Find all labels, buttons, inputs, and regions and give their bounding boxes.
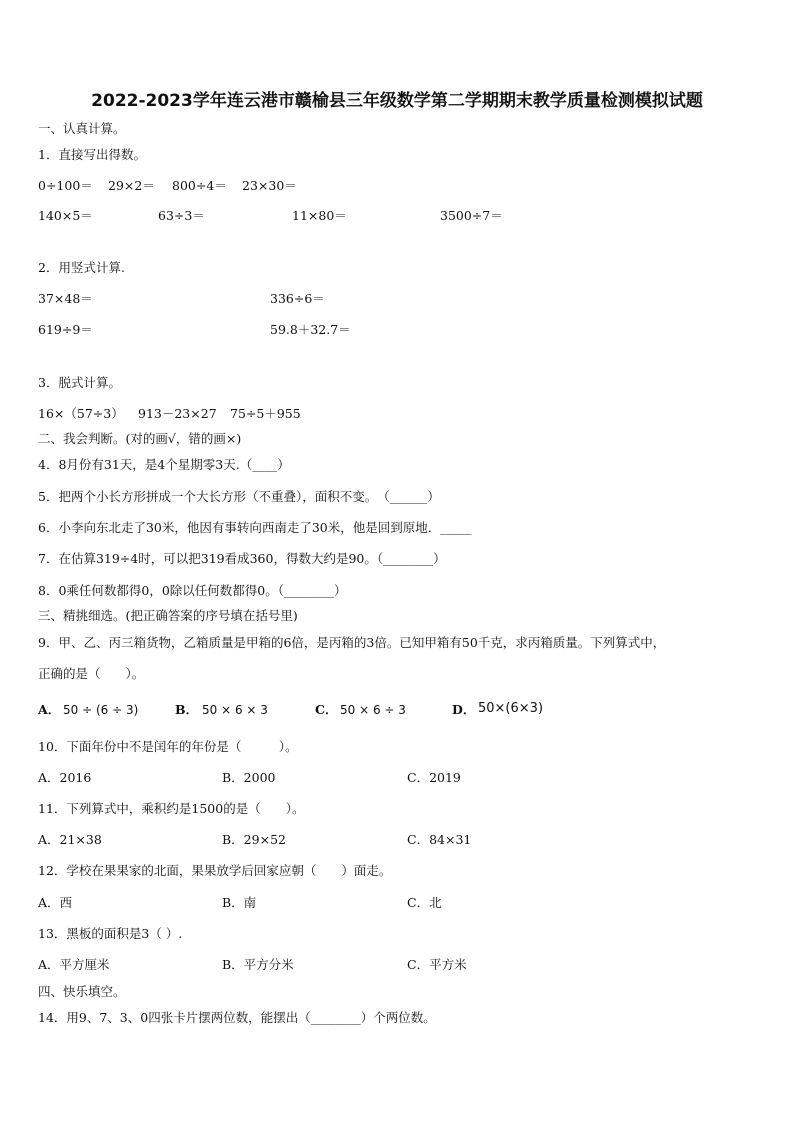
q9-option-letter: D． [452,702,476,717]
q12-option: A．西 [38,895,73,910]
q10-option: A．2016 [38,770,92,785]
q3-item: 16×（57÷3） [38,406,124,421]
q2-item: 619÷9＝ [38,322,93,337]
q8-text: 8．0乘任何数都得0，0除以任何数都得0。（________） [38,583,347,598]
q11-option: B．29×52 [222,832,286,847]
q1-item: 800÷4＝ [172,178,227,193]
q2-item: 37×48＝ [38,291,93,306]
q1-item: 140×5＝ [38,208,93,223]
q3-item: 75÷5＋955 [230,406,301,421]
q9-text-line2: 正确的是（ ）。 [38,666,145,681]
q9-option-letter: C． [315,702,338,717]
q1-item: 23×30＝ [242,178,297,193]
section-heading-4: 四、快乐填空。 [38,984,126,999]
q13-option: A．平方厘米 [38,957,110,972]
q1-item: 3500÷7＝ [440,208,503,223]
q2-item: 59.8＋32.7＝ [270,322,351,337]
q2-prompt: 2．用竖式计算. [38,260,125,275]
q7-text: 7．在估算319÷4时，可以把319看成360，得数大约是90。（________） [38,551,446,566]
q9-option-letter: B． [175,702,199,717]
section-heading-3: 三、精挑细选。(把正确答案的序号填在括号里) [38,608,298,623]
q9-option-expression: 50 ÷ (6 ÷ 3) [63,703,139,717]
q9-option-expression: 50 × 6 × 3 [202,703,268,717]
q3-prompt: 3．脱式计算。 [38,375,121,390]
q13-option: B．平方分米 [222,957,294,972]
q9-option-expression: 50 × 6 ÷ 3 [340,703,406,717]
q2-item: 336÷6＝ [270,291,325,306]
q1-item: 29×2＝ [108,178,155,193]
q5-text: 5．把两个小长方形拼成一个大长方形（不重叠），面积不变。 （______） [38,489,440,504]
q11-option: C．84×31 [407,832,472,847]
q14-text: 14．用9、7、3、0四张卡片摆两位数，能摆出（________）个两位数。 [38,1010,436,1025]
q9-option-expression: 50×(6×3) [478,701,544,716]
q9-option-letter: A． [38,702,61,717]
q4-text: 4．8月份有31天，是4个星期零3天.（____） [38,457,290,472]
section-heading-1: 一、认真计算。 [38,121,126,136]
q6-text: 6．小李向东北走了30米，他因有事转向西南走了30米，他是回到原地．_____ [38,520,472,535]
q1-item: 63÷3＝ [158,208,205,223]
q1-prompt: 1．直接写出得数。 [38,147,146,162]
q10-prompt: 10．下面年份中不是闰年的年份是（ ）。 [38,739,298,754]
q1-item: 11×80＝ [292,208,347,223]
q12-prompt: 12．学校在果果家的北面，果果放学后回家应朝（ ）面走。 [38,863,392,878]
q3-item: 913－23×27 [138,406,217,421]
q12-option: C．北 [407,895,442,910]
q1-item: 0÷100＝ [38,178,93,193]
page-title: 2022-2023学年连云港市赣榆县三年级数学第二学期期末教学质量检测模拟试题 [91,91,703,111]
q11-option: A．21×38 [38,832,102,847]
q9-text-line1: 9．甲、乙、丙三箱货物，乙箱质量是甲箱的6倍，是丙箱的3倍。已知甲箱有50千克，求丙箱质量。下列算式中， [38,635,666,650]
section-heading-2: 二、我会判断。(对的画√，错的画×) [38,431,242,446]
q12-option: B．南 [222,895,257,910]
q13-option: C．平方米 [407,957,467,972]
q10-option: C．2019 [407,770,461,785]
q11-prompt: 11．下列算式中，乘积约是1500的是（ ）。 [38,801,305,816]
q13-prompt: 13．黑板的面积是3（ ）. [38,926,183,941]
q10-option: B．2000 [222,770,276,785]
